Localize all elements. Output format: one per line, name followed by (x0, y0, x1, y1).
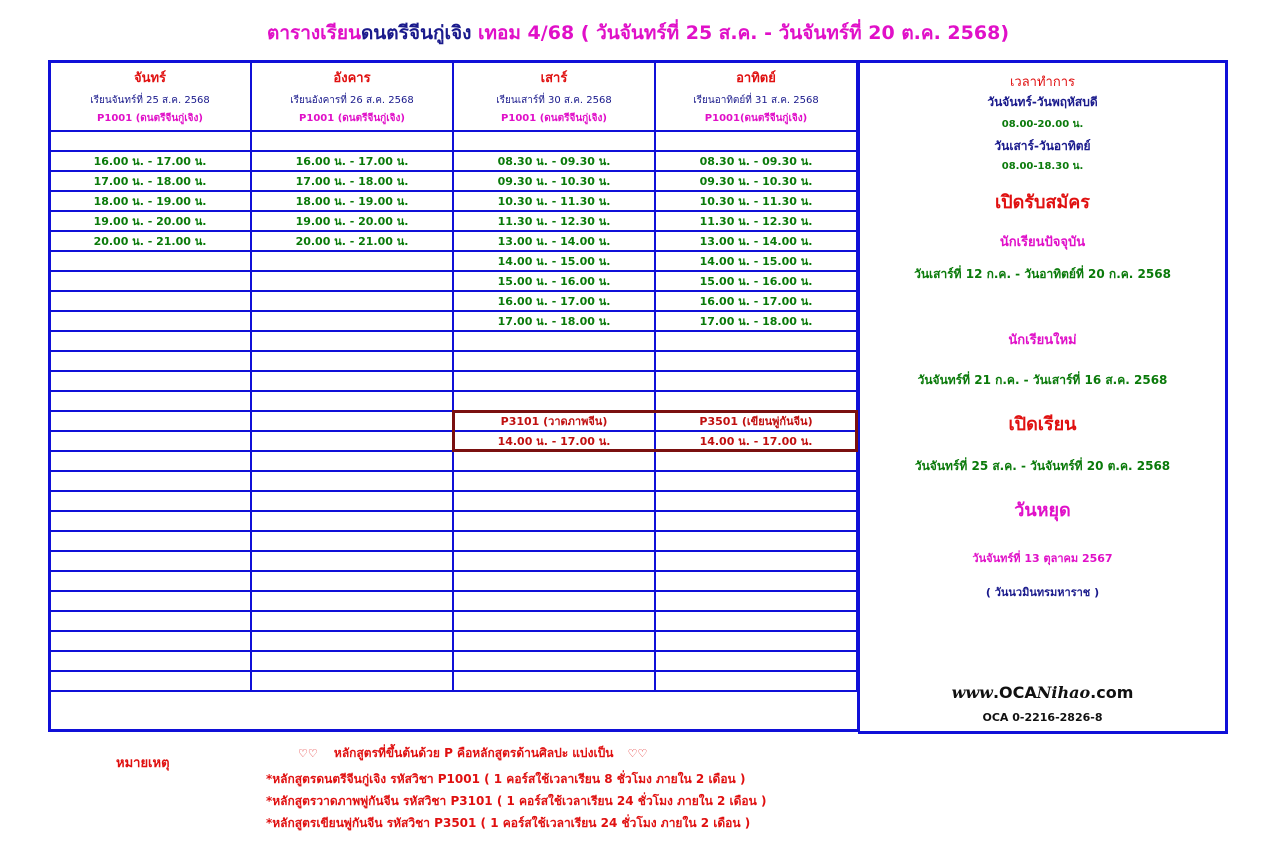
special-time-cell: 14.00 น. - 17.00 น. (453, 431, 655, 451)
day-name: อังคาร (333, 70, 371, 86)
schedule-frame (48, 60, 860, 732)
time-cell: 10.30 น. - 11.30 น. (453, 191, 655, 211)
notes-intro-row (298, 744, 647, 763)
time-cell: 11.30 น. - 12.30 น. (655, 211, 857, 231)
day-name: เสาร์ (540, 70, 568, 86)
current-students-dates: วันเสาร์ที่ 12 ก.ค. - วันอาทิตย์ที่ 20 ก.ค. 2568 (914, 267, 1171, 281)
time-cell: 14.00 น. - 15.00 น. (655, 251, 857, 271)
weekend-hours: 08.00-18.30 น. (1001, 161, 1084, 172)
time-cell: 17.00 น. - 18.00 น. (251, 171, 453, 191)
time-cell: 17.00 น. - 18.00 น. (655, 311, 857, 331)
new-students-label: นักเรียนใหม่ (1008, 333, 1077, 348)
special-course-cell: P3501 (เขียนพู่กันจีน) (655, 411, 857, 431)
time-cell: 14.00 น. - 15.00 น. (453, 251, 655, 271)
special-course-cell: P3101 (วาดภาพจีน) (453, 411, 655, 431)
open-apply-heading: เปิดรับสมัคร (995, 192, 1090, 213)
day-date: เรียนอังคารที่ 26 ส.ค. 2568 (290, 94, 414, 106)
time-cell: 08.30 น. - 09.30 น. (655, 151, 857, 171)
day-name: อาทิตย์ (736, 70, 776, 86)
day-course: P1001 (ดนตรีจีนกู่เจิง) (501, 112, 607, 124)
day-date: เรียนเสาร์ที่ 30 ส.ค. 2568 (496, 94, 612, 106)
hours-title: เวลาทำการ (1009, 75, 1076, 90)
day-date: เรียนจันทร์ที่ 25 ส.ค. 2568 (90, 94, 210, 106)
notes-section (0, 740, 1276, 840)
weekday-hours: 08.00-20.00 น. (1001, 119, 1084, 130)
day-course: P1001 (ดนตรีจีนกู่เจิง) (299, 112, 405, 124)
page-title (0, 18, 1276, 48)
current-students-label: นักเรียนปัจจุบัน (999, 235, 1086, 250)
time-cell: 20.00 น. - 21.00 น. (49, 231, 251, 251)
time-cell: 18.00 น. - 19.00 น. (251, 191, 453, 211)
note-line: *หลักสูตรดนตรีจีนกู่เจิง รหัสวิชา P1001 ( 1 คอร์สใช้เวลาเรียน 8 ชั่วโมง ภายใน 2 เดือน ) (266, 772, 746, 786)
title-prefix: ตารางเรียน (266, 22, 361, 44)
time-cell: 15.00 น. - 16.00 น. (655, 271, 857, 291)
time-cell: 08.30 น. - 09.30 น. (453, 151, 655, 171)
day-course: P1001(ดนตรีจีนกู่เจิง) (704, 112, 808, 124)
time-cell: 13.00 น. - 14.00 น. (453, 231, 655, 251)
title-highlight: ดนตรีจีนกู่เจิง (360, 22, 472, 44)
open-class-heading: เปิดเรียน (1008, 414, 1077, 435)
time-cell: 17.00 น. - 18.00 น. (49, 171, 251, 191)
phone-number: OCA 0-2216-2826-8 (982, 711, 1103, 724)
time-cell: 16.00 น. - 17.00 น. (49, 151, 251, 171)
time-cell: 20.00 น. - 21.00 น. (251, 231, 453, 251)
notes-intro: หลักสูตรที่ขึ้นต้นด้วย P คือหลักสูตรด้านศิลปะ แบ่งเป็น (333, 746, 614, 760)
time-cell: 19.00 น. - 20.00 น. (251, 211, 453, 231)
time-cell: 11.30 น. - 12.30 น. (453, 211, 655, 231)
website-logo: www.OCANihao.com (951, 683, 1134, 702)
heart-left-icon: ♡♡ (298, 747, 318, 760)
title-suffix: เทอม 4/68 ( วันจันทร์ที่ 25 ส.ค. - วันจันทร์ที่ 20 ต.ค. 2568) (471, 22, 1009, 44)
holiday-name: ( วันนวมินทรมหาราช ) (985, 586, 1100, 599)
class-dates: วันจันทร์ที่ 25 ส.ค. - วันจันทร์ที่ 20 ต.ค. 2568 (914, 459, 1171, 473)
weekend-label: วันเสาร์-วันอาทิตย์ (994, 139, 1091, 153)
time-cell: 16.00 น. - 17.00 น. (453, 291, 655, 311)
day-course: P1001 (ดนตรีจีนกู่เจิง) (97, 112, 203, 124)
time-cell: 10.30 น. - 11.30 น. (655, 191, 857, 211)
holiday-heading: วันหยุด (1014, 500, 1071, 521)
info-panel (858, 60, 1228, 734)
time-cell: 09.30 น. - 10.30 น. (453, 171, 655, 191)
time-cell: 16.00 น. - 17.00 น. (655, 291, 857, 311)
time-cell: 18.00 น. - 19.00 น. (49, 191, 251, 211)
time-cell: 09.30 น. - 10.30 น. (655, 171, 857, 191)
weekday-label: วันจันทร์-วันพฤหัสบดี (987, 95, 1098, 109)
time-cell: 17.00 น. - 18.00 น. (453, 311, 655, 331)
day-name: จันทร์ (133, 70, 167, 86)
note-line: *หลักสูตรวาดภาพพู่กันจีน รหัสวิชา P3101 ( 1 คอร์สใช้เวลาเรียน 24 ชั่วโมง ภายใน 2 เดือน ) (266, 794, 767, 808)
special-time-cell: 14.00 น. - 17.00 น. (655, 431, 857, 451)
time-cell: 19.00 น. - 20.00 น. (49, 211, 251, 231)
day-date: เรียนอาทิตย์ที่ 31 ส.ค. 2568 (693, 94, 819, 106)
time-cell: 13.00 น. - 14.00 น. (655, 231, 857, 251)
heart-right-icon: ♡♡ (627, 747, 648, 760)
time-cell: 15.00 น. - 16.00 น. (453, 271, 655, 291)
holiday-date: วันจันทร์ที่ 13 ตุลาคม 2567 (972, 552, 1113, 565)
new-students-dates: วันจันทร์ที่ 21 ก.ค. - วันเสาร์ที่ 16 ส.ค. 2568 (917, 373, 1168, 387)
note-line: *หลักสูตรเขียนพู่กันจีน รหัสวิชา P3501 ( 1 คอร์สใช้เวลาเรียน 24 ชั่วโมง ภายใน 2 เดือน ) (266, 816, 751, 830)
time-cell: 16.00 น. - 17.00 น. (251, 151, 453, 171)
notes-label: หมายเหตุ (116, 756, 170, 771)
